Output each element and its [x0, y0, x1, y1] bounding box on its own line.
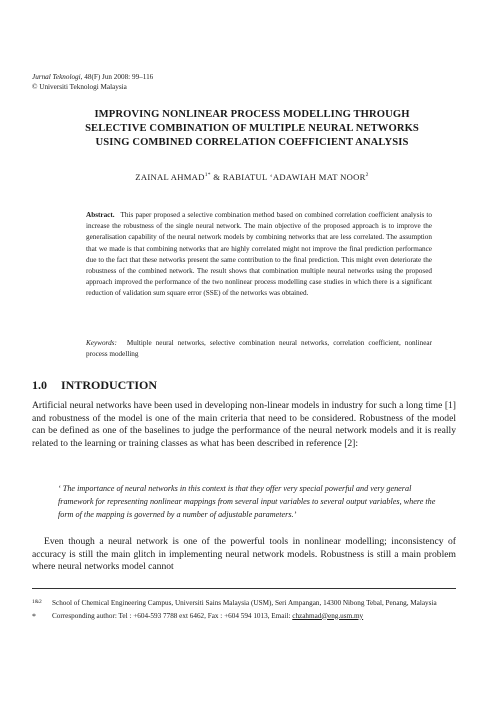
- title-line-2: SELECTIVE COMBINATION OF MULTIPLE NEURAL NETWORKS: [85, 123, 419, 134]
- abstract-label: Abstract.: [86, 211, 115, 219]
- footnote-text-1: School of Chemical Engineering Campus, Universiti Sains Malaysia (USM), Seri Ampangan, 14300 Nibong Tebal, Penang, Malaysia: [52, 599, 437, 607]
- section-title: INTRODUCTION: [61, 378, 158, 392]
- author-1-affiliation: 1*: [204, 172, 211, 179]
- body-paragraph-1: Artificial neural networks have been used in developing non-linear models in industry for such a long time [1] and robustness of the model is one of the main criteria that need to be considered. Robustness of the model can be defined as one of the baselines to judge the performance of the neural network models and it is really related to the learning or training classes as what has been described in reference [2]:: [32, 400, 456, 449]
- journal-issue: , 48(F) Jun 2008: 99–116: [80, 73, 154, 81]
- footnote-affiliation: [32, 598, 456, 610]
- title-line-1: IMPROVING NONLINEAR PROCESS MODELLING THROUGH: [94, 109, 410, 120]
- body-paragraph-2: Even though a neural network is one of the powerful tools in nonlinear modelling; inconsistency of accuracy is still the main glitch in implementing neural network models. Robustness is still a main problem where neural networks model cannot: [32, 536, 456, 573]
- abstract-text: This paper proposed a selective combination method based on combined correlation coefficient analysis to increase the robustness of the single neural network. The main objective of the proposed approach is to improve the generalisation capability of the neural network models by combining networks that are less correlated. The assumption that we made is that combining networks that are highly correlated might not improve the final prediction performance due to the fact that these networks present the same contribution to the final prediction. This might even deteriorate the robustness of the combined network. The result shows that combination multiple neural networks using the proposed approach improved the performance of the two nonlinear process modelling case studies in which there is a significant reduction of validation sum square error (SSE) of the networks was obtained.: [86, 211, 432, 298]
- keywords-text: Multiple neural networks, selective combination neural networks, correlation coefficient, nonlinear process modelling: [86, 339, 432, 359]
- author-2-affiliation: 2: [365, 172, 369, 179]
- footnote-corresponding: [32, 611, 456, 623]
- abstract: [86, 210, 432, 300]
- journal-citation: [32, 72, 153, 82]
- footnote-text-2: Corresponding author: Tel : +604-593 7788 ext 6462, Fax : +604 594 1013, Email:: [52, 611, 293, 620]
- author-list: [40, 172, 464, 182]
- email-link[interactable]: chzahmad@eng.usm.my: [292, 611, 364, 620]
- footnote-divider: [32, 588, 456, 589]
- journal-header: [32, 72, 153, 92]
- footnote-text-2-wrap: [52, 611, 456, 623]
- footnote-mark-1: 1&2: [32, 599, 42, 605]
- paper-title: [40, 108, 464, 150]
- journal-name: Jurnal Teknologi: [32, 73, 81, 81]
- author-separator: &: [210, 172, 223, 182]
- keywords-label: Keywords:: [86, 339, 117, 347]
- block-quote: ‘ The importance of neural networks in this context is that they offer very special powerful and very general framework for representing nonlinear mappings from several input variables to several output variables, where the form of the mapping is governed by a number of adjustable parameters.’: [58, 484, 436, 520]
- author-2: RABIATUL ‘ADAWIAH MAT NOOR: [222, 172, 366, 182]
- section-heading: [32, 378, 157, 393]
- footnote-mark-2: *: [32, 611, 36, 621]
- keywords: [86, 338, 432, 360]
- footnotes: [32, 598, 456, 623]
- title-line-3: USING COMBINED CORRELATION COEFFICIENT ANALYSIS: [95, 137, 409, 148]
- author-1: ZAINAL AHMAD: [135, 172, 205, 182]
- section-number: 1.0: [32, 378, 47, 392]
- copyright-notice: © Universiti Teknologi Malaysia: [32, 83, 127, 91]
